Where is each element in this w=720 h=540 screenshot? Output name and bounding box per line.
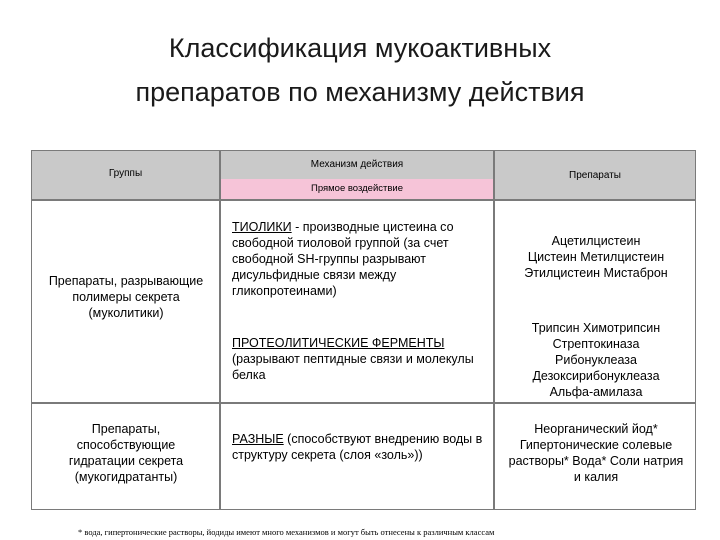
mechanism-various-title: РАЗНЫЕ bbox=[232, 432, 284, 446]
group-mucohydrators-label: Препараты, способствующие гидратации секрета (мукогидратанты) bbox=[68, 422, 184, 484]
drug-line: Ацетилцистеин bbox=[551, 234, 641, 248]
drug-line: Альфа-амилаза bbox=[549, 385, 643, 399]
drug-line: Гипертонические солевые bbox=[519, 438, 673, 452]
drug-line: Неорганический йод* bbox=[534, 422, 658, 436]
drug-line: Дезоксирибонуклеаза bbox=[532, 369, 660, 383]
group-mucolytics-label: Препараты, разрывающие полимеры секрета (муколитики) bbox=[48, 274, 204, 320]
drug-line: Этилцистеин Мистаброн bbox=[524, 266, 668, 280]
header-groups: Группы bbox=[108, 168, 143, 179]
grid-line bbox=[32, 199, 695, 201]
page-title bbox=[40, 26, 680, 114]
mechanism-thiols bbox=[232, 219, 490, 299]
mechanism-thiols-text: - производные цистеина со свободной тиоловой группой (за счет свободной SH-группы разрывают дисульфидные связи между гликопротеинами) bbox=[232, 220, 454, 298]
classification-table bbox=[31, 150, 696, 510]
drugs-thiols bbox=[500, 233, 692, 281]
mechanism-thiols-title: ТИОЛИКИ bbox=[232, 220, 292, 234]
mechanism-proteolytic-text: (разрывают пептидные связи и молекулы белка bbox=[232, 352, 474, 382]
header-drugs: Препараты bbox=[569, 170, 621, 181]
drugs-various bbox=[500, 421, 692, 485]
mechanism-various bbox=[232, 431, 490, 463]
drug-line: и калия bbox=[573, 470, 619, 484]
title-line-1: Классификация мукоактивных bbox=[168, 33, 552, 63]
grid-line bbox=[219, 151, 221, 509]
drug-line: Стрептокиназа bbox=[552, 337, 640, 351]
drugs-proteolytic-enzymes bbox=[500, 320, 692, 400]
footnote: * вода, гипертонические растворы, йодиды имеют много механизмов и могут быть отнесены к различным классам bbox=[78, 527, 495, 537]
title-line-2: препаратов по механизму действия bbox=[135, 77, 585, 107]
drug-line: Трипсин Химотрипсин bbox=[531, 321, 661, 335]
drug-line: растворы* Вода* Соли натрия bbox=[508, 454, 684, 468]
drug-line: Рибонуклеаза bbox=[555, 353, 637, 367]
grid-line bbox=[32, 402, 695, 404]
header-mechanism: Механизм действия bbox=[310, 159, 404, 170]
mechanism-proteolytic-enzymes bbox=[232, 335, 490, 383]
grid-line bbox=[493, 151, 495, 509]
mechanism-proteolytic-title: ПРОТЕОЛИТИЧЕСКИЕ ФЕРМЕНТЫ bbox=[232, 336, 445, 350]
header-direct-action: Прямое воздействие bbox=[310, 183, 404, 194]
mechanism-various-text: (способствуют внедрению воды в структуру секрета (слоя «золь»)) bbox=[232, 432, 483, 462]
drug-line: Цистеин Метилцистеин bbox=[527, 250, 665, 264]
